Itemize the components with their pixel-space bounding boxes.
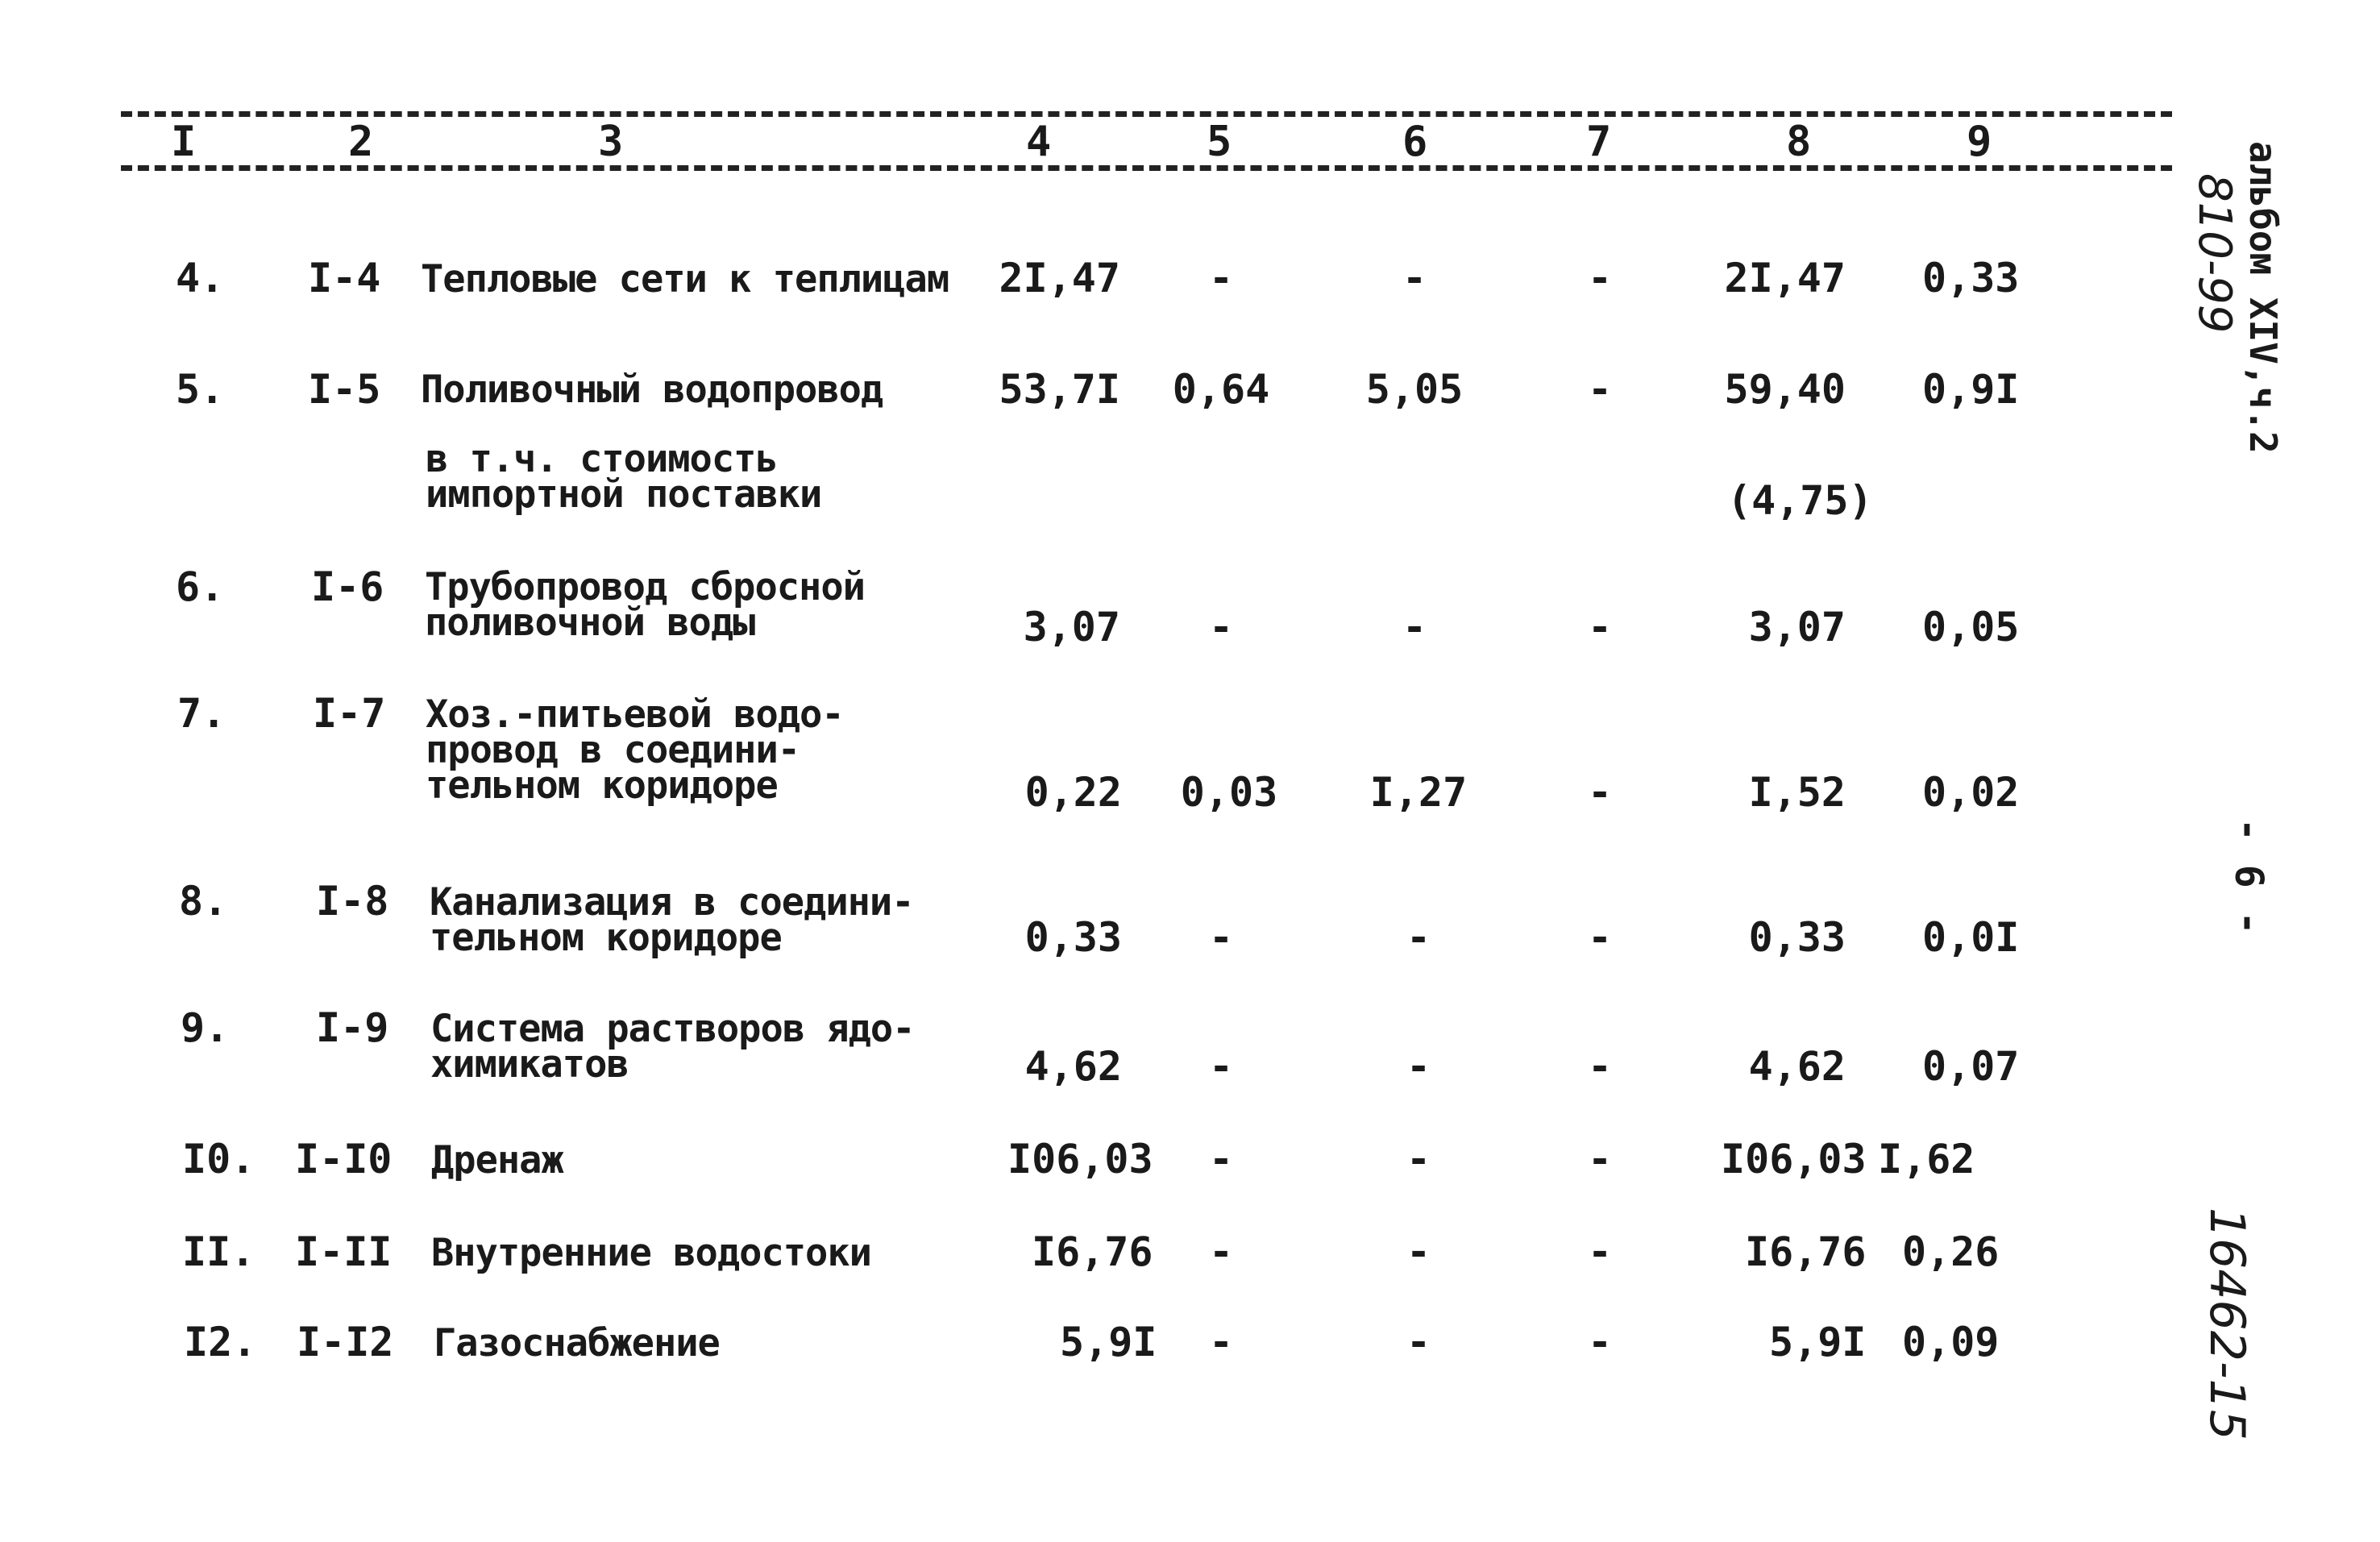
cell-col-5: -	[1208, 604, 1234, 650]
cell-col-9: 0,26	[1902, 1228, 2000, 1275]
document-code-handwritten: 810-99	[2188, 173, 2241, 334]
cell-col-9: 0,33	[1922, 255, 2020, 301]
cell-col-8: I,52	[1748, 769, 1846, 816]
cell-col-6: -	[1402, 604, 1427, 650]
cell-col-4: 5,9I	[1060, 1319, 1157, 1365]
cell-col-6: I,27	[1369, 769, 1468, 816]
row-code: I-I0	[295, 1136, 393, 1182]
header-col-2: 2	[348, 118, 374, 166]
row-name: Трубопровод сбросной поливочной воды	[425, 565, 865, 645]
row-number: 4.	[176, 255, 225, 301]
cell-col-8: 0,33	[1748, 914, 1846, 961]
cell-col-4: 53,7I	[999, 366, 1120, 413]
cell-col-6: -	[1406, 914, 1431, 961]
cell-col-4: I6,76	[1032, 1228, 1153, 1275]
row-name: Канализация в соедини- тельном коридоре	[430, 880, 914, 960]
cell-col-4: I06,03	[1007, 1136, 1153, 1182]
row-code: I-9	[316, 1004, 389, 1051]
cell-col-4: 0,33	[1024, 914, 1122, 961]
cell-col-6: -	[1406, 1043, 1431, 1090]
cell-col-9: 0,07	[1922, 1043, 2020, 1090]
cell-col-8: 3,07	[1748, 604, 1846, 650]
row-name: Внутренние водостоки	[431, 1231, 871, 1275]
row-number: 6.	[176, 563, 225, 610]
row-name: в т.ч. стоимость импортной поставки	[426, 437, 822, 517]
row-name: Поливочный водопровод	[421, 368, 883, 412]
cell-col-6: -	[1406, 1136, 1431, 1182]
cell-col-7: -	[1587, 1136, 1613, 1182]
cell-col-8: 5,9I	[1769, 1319, 1867, 1365]
cell-col-6: -	[1406, 1319, 1431, 1365]
page-number: - 6 -	[2226, 818, 2271, 935]
header-bottom-rule	[121, 165, 2172, 171]
header-top-rule	[121, 111, 2172, 117]
cell-col-5: -	[1208, 914, 1234, 961]
cell-col-8: (4,75)	[1727, 477, 1873, 524]
row-code: I-4	[308, 255, 381, 301]
album-label: альбом XIV,ч.2	[2241, 141, 2285, 454]
cell-col-5: 0,64	[1172, 366, 1270, 413]
cell-col-7: -	[1587, 1228, 1613, 1275]
header-col-1: I	[171, 118, 197, 166]
row-number: 8.	[179, 878, 228, 925]
row-number: I2.	[184, 1319, 257, 1365]
cell-col-7: -	[1587, 255, 1613, 301]
sheet-number-handwritten: 16462-15	[2199, 1207, 2255, 1440]
cell-col-4: 0,22	[1024, 769, 1122, 816]
row-code: I-8	[316, 878, 389, 925]
row-code: I-5	[308, 366, 381, 413]
cell-col-7: -	[1587, 914, 1613, 961]
cell-col-8: I06,03	[1721, 1136, 1867, 1182]
row-number: 7.	[177, 690, 226, 737]
cell-col-5: -	[1208, 1136, 1234, 1182]
row-name: Газоснабжение	[434, 1321, 720, 1365]
cell-col-6: -	[1402, 255, 1427, 301]
cell-col-5: -	[1208, 255, 1234, 301]
row-name: Система растворов ядо- химикатов	[430, 1007, 915, 1087]
cell-col-8: 2I,47	[1724, 255, 1846, 301]
cell-col-9: 0,02	[1922, 769, 2020, 816]
row-number: 5.	[176, 366, 225, 413]
cell-col-7: -	[1587, 769, 1613, 816]
row-name: Дренаж	[431, 1138, 563, 1182]
row-name: Хоз.-питьевой водо- провод в соедини- тельном коридоре	[426, 692, 844, 808]
row-code: I-II	[295, 1228, 393, 1275]
cell-col-6: 5,05	[1365, 366, 1464, 413]
cell-col-4: 4,62	[1024, 1043, 1122, 1090]
cell-col-8: 4,62	[1748, 1043, 1846, 1090]
header-col-8: 8	[1786, 118, 1812, 166]
header-col-7: 7	[1586, 118, 1612, 166]
cell-col-5: -	[1208, 1043, 1234, 1090]
row-name: Тепловые сети к теплицам	[421, 257, 949, 301]
cell-col-9: 0,09	[1902, 1319, 2000, 1365]
cell-col-7: -	[1587, 604, 1613, 650]
cell-col-7: -	[1587, 366, 1613, 413]
row-number: II.	[182, 1228, 255, 1275]
row-code: I-I2	[297, 1319, 394, 1365]
row-number: 9.	[181, 1004, 230, 1051]
cell-col-9: 0,9I	[1922, 366, 2020, 413]
cell-col-9: 0,0I	[1922, 914, 2020, 961]
row-number: I0.	[182, 1136, 255, 1182]
cell-col-4: 2I,47	[999, 255, 1120, 301]
header-col-9: 9	[1967, 118, 1992, 166]
cell-col-7: -	[1587, 1043, 1613, 1090]
cell-col-5: -	[1208, 1228, 1234, 1275]
row-code: I-6	[311, 563, 384, 610]
header-col-5: 5	[1207, 118, 1232, 166]
cell-col-8: I6,76	[1745, 1228, 1867, 1275]
cell-col-6: -	[1406, 1228, 1431, 1275]
header-col-4: 4	[1026, 118, 1052, 166]
cell-col-4: 3,07	[1023, 604, 1120, 650]
row-code: I-7	[313, 690, 386, 737]
cell-col-5: 0,03	[1180, 769, 1278, 816]
cell-col-7: -	[1587, 1319, 1613, 1365]
cell-col-9: 0,05	[1922, 604, 2020, 650]
cell-col-9: I,62	[1878, 1136, 1975, 1182]
cell-col-5: -	[1208, 1319, 1234, 1365]
cell-col-8: 59,40	[1724, 366, 1846, 413]
header-col-3: 3	[598, 118, 624, 166]
header-col-6: 6	[1402, 118, 1428, 166]
